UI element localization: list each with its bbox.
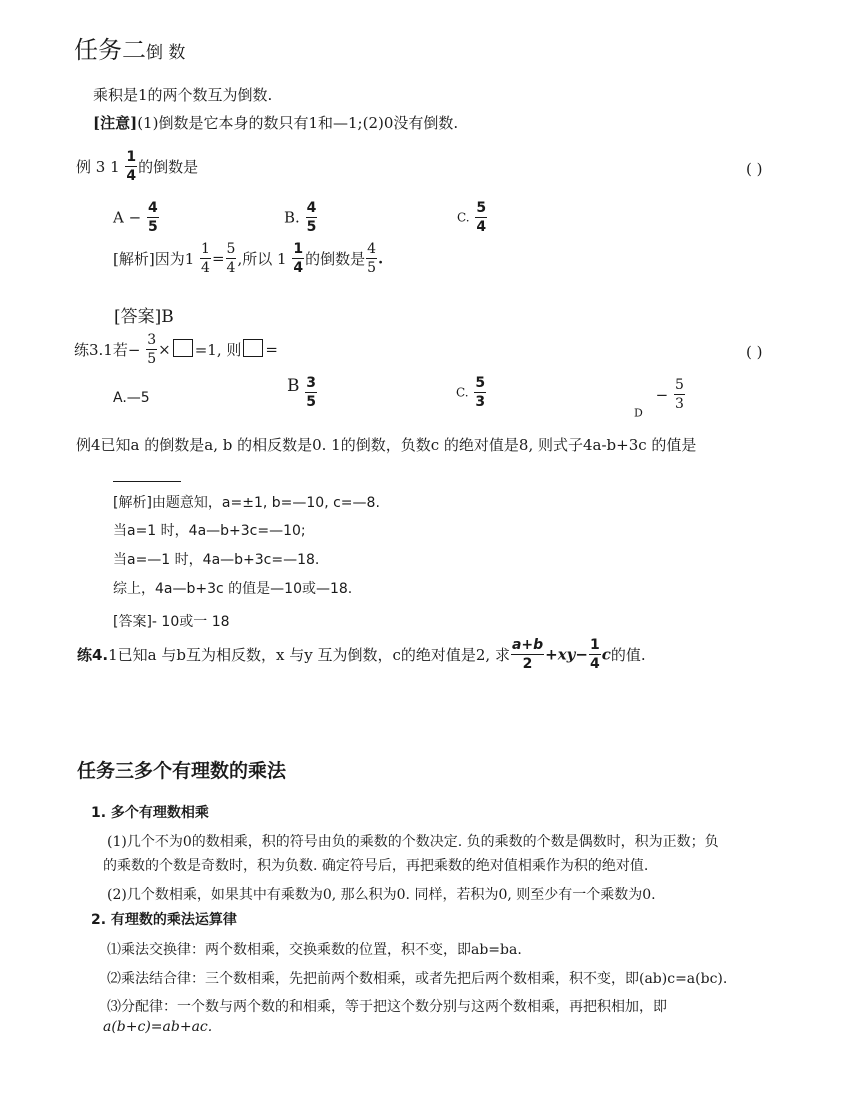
example-3-question (76, 150, 198, 183)
pr31-option-c (456, 376, 487, 409)
task2-title-main: 任务二 (74, 36, 146, 64)
task3-title: 任务三多个有理数的乘法 (77, 760, 287, 782)
ex3-optB-den: 5 (306, 219, 317, 235)
pr31-frac-den: 5 (147, 351, 157, 367)
task3-s2-p3: ⑶分配律：一个数与两个数的和相乘，等于把这个数分别与这两个数相乘，再把积相加，即 (107, 999, 667, 1015)
ex3-option-b (284, 201, 318, 234)
task2-title-tail: 倒 数 (146, 43, 186, 63)
pr41-f1-den: 2 (522, 656, 533, 672)
ex3-analysis-mid: ,所以 1 (237, 250, 287, 268)
ex3-analysis-f2-num: 5 (226, 241, 236, 257)
pr31-tail-end: = (265, 340, 278, 359)
task3-s1-p1b: 的乘数的个数是奇数时，积为负数. 确定符号后，再把乘数的绝对值相乘作为积的绝对值. (103, 858, 649, 874)
ex3-optC-num: 5 (476, 200, 487, 216)
ex3-optC-fraction (475, 201, 487, 234)
ex3-analysis-mid2: 的倒数是 (305, 250, 366, 268)
ex3-analysis-frac1 (200, 242, 211, 275)
ex3-analysis-f3-num: 1 (293, 241, 304, 257)
task3-s2-p1: ⑴乘法交换律：两个数相乘，交换乘数的位置，积不变，即ab=ba. (107, 942, 522, 958)
ex3-analysis-f2-den: 4 (226, 260, 236, 276)
ex3-analysis-f1-den: 4 (201, 260, 210, 276)
pr41-c: c (601, 645, 611, 664)
pr31-optB-num: 3 (306, 375, 317, 391)
ex3-answer-paren: ( ) (746, 160, 763, 178)
pr41-end: 的值. (610, 646, 646, 664)
blank-box (173, 339, 193, 357)
ex3-analysis-prefix: [解析]因为1 (113, 250, 195, 268)
task3-s1-title: 1. 多个有理数相乘 (91, 805, 209, 821)
ex3-frac-den: 4 (126, 168, 137, 184)
ex4-answer-blank-line (113, 481, 181, 482)
pr31-tail: =1, 则 (194, 341, 242, 359)
pr31-option-d (634, 378, 686, 420)
ex3-analysis-frac4 (366, 242, 377, 275)
task2-title (74, 30, 185, 65)
ex3-analysis-frac2 (226, 242, 237, 275)
ex3-optA-den: 5 (147, 219, 158, 235)
pr31-optD-label: D (634, 406, 643, 420)
ex3-optB-fraction (306, 201, 318, 234)
task3-s1-p1a: (1)几个不为0的数相乘，积的符号由负的乘数的个数决定. 负的乘数的个数是偶数时，积为正数；负 (107, 834, 719, 850)
ex3-analysis-f3-den: 4 (293, 260, 304, 276)
ex3-analysis-eq: = (211, 249, 225, 268)
pr41-mid: +xy− (545, 645, 588, 664)
pr41-f2-num: 1 (589, 637, 600, 653)
ex3-analysis-end: . (378, 249, 384, 268)
pr31-optD-fraction (674, 378, 685, 411)
pr31-option-b (287, 376, 318, 409)
ex4-analysis-1: [解析]由题意知，a=±1, b=—10, c=—8. (113, 495, 380, 511)
ex3-frac-num: 1 (126, 149, 137, 165)
pr31-optC-fraction (474, 376, 486, 409)
ex3-optC-den: 4 (476, 219, 487, 235)
ex3-analysis-f1-num: 1 (201, 241, 210, 257)
ex4-analysis-3: 当a=—1 时，4a—b+3c=—18. (113, 552, 320, 568)
ex3-fraction (125, 150, 137, 183)
pr41-frac2 (589, 638, 601, 671)
pr31-optB-den: 5 (306, 394, 317, 410)
pr31-optC-label: C. (456, 385, 469, 400)
ex3-analysis-frac3 (292, 242, 304, 275)
pr41-text: 1已知a 与b互为相反数，x 与y 互为倒数，c的绝对值是2, 求 (108, 646, 510, 664)
blank-box-2 (243, 339, 263, 357)
pr31-answer-paren: ( ) (746, 343, 763, 361)
pr31-fraction (146, 333, 157, 366)
ex3-analysis-f4-den: 5 (367, 260, 377, 276)
ex3-optB-label: B. (284, 208, 300, 227)
pr31-optB-label: B (287, 376, 300, 396)
pr31-option-a: A.—5 (113, 390, 150, 406)
reciprocal-definition: 乘积是1的两个数互为倒数. (93, 86, 273, 104)
ex3-option-c (457, 201, 488, 234)
task3-s1-p2: (2)几个数相乘，如果其中有乘数为0, 那么积为0. 同样，若积为0, 则至少有一个乘数为0. (107, 887, 656, 903)
pr41-f1-num: a+b (511, 637, 544, 653)
pr31-prefix: 练3.1若− (74, 341, 141, 359)
pr31-frac-num: 3 (147, 332, 157, 348)
ex3-optC-label: C. (457, 210, 470, 225)
ex4-analysis-4: 综上，4a—b+3c 的值是—10或—18. (113, 581, 353, 597)
note-text: (1)倒数是它本身的数只有1和—1;(2)0没有倒数. (137, 114, 459, 132)
pr31-optD-den: 3 (674, 396, 684, 412)
ex3-prefix: 例 3 1 (76, 158, 120, 176)
ex3-optA-label: A − (113, 208, 142, 227)
ex3-optB-num: 4 (306, 200, 317, 216)
reciprocal-note (93, 112, 458, 133)
ex3-suffix: 的倒数是 (138, 158, 199, 176)
ex3-optA-num: 4 (147, 200, 158, 216)
ex3-option-a (113, 201, 160, 234)
pr31-optD-sign: − (655, 385, 669, 404)
task3-s2-title: 2. 有理数的乘法运算律 (91, 912, 237, 928)
ex3-optA-fraction (147, 201, 159, 234)
ex4-answer: [答案]- 10或一 18 (113, 614, 230, 630)
pr31-optC-num: 5 (475, 375, 486, 391)
pr41-frac1 (511, 638, 544, 671)
pr31-optD-num: 5 (674, 377, 684, 393)
practice-3-1-question (74, 333, 278, 366)
pr31-optC-den: 3 (475, 394, 486, 410)
pr31-times: × (158, 340, 171, 359)
ex3-analysis-f4-num: 4 (367, 241, 377, 257)
pr31-optB-fraction (305, 376, 317, 409)
pr41-f2-den: 4 (589, 656, 600, 672)
pr41-prefix: 练4. (77, 646, 109, 664)
ex4-analysis-2: 当a=1 时，4a—b+3c=—10; (113, 523, 306, 539)
ex3-answer: [答案]B (114, 307, 174, 327)
example-4-question: 例4已知a 的倒数是a, b 的相反数是0. 1的倒数，负数c 的绝对值是8, 则式子4a-b+3c 的值是 (76, 436, 697, 454)
ex3-analysis (113, 242, 383, 275)
note-label: [注意] (93, 114, 138, 132)
task3-s2-p2: ⑵乘法结合律：三个数相乘，先把前两个数相乘，或者先把后两个数相乘，积不变，即(ab)c=a(bc). (107, 971, 728, 987)
task3-s2-p4: a(b+c)=ab+ac. (103, 1019, 213, 1035)
practice-4-1-question (77, 638, 646, 671)
